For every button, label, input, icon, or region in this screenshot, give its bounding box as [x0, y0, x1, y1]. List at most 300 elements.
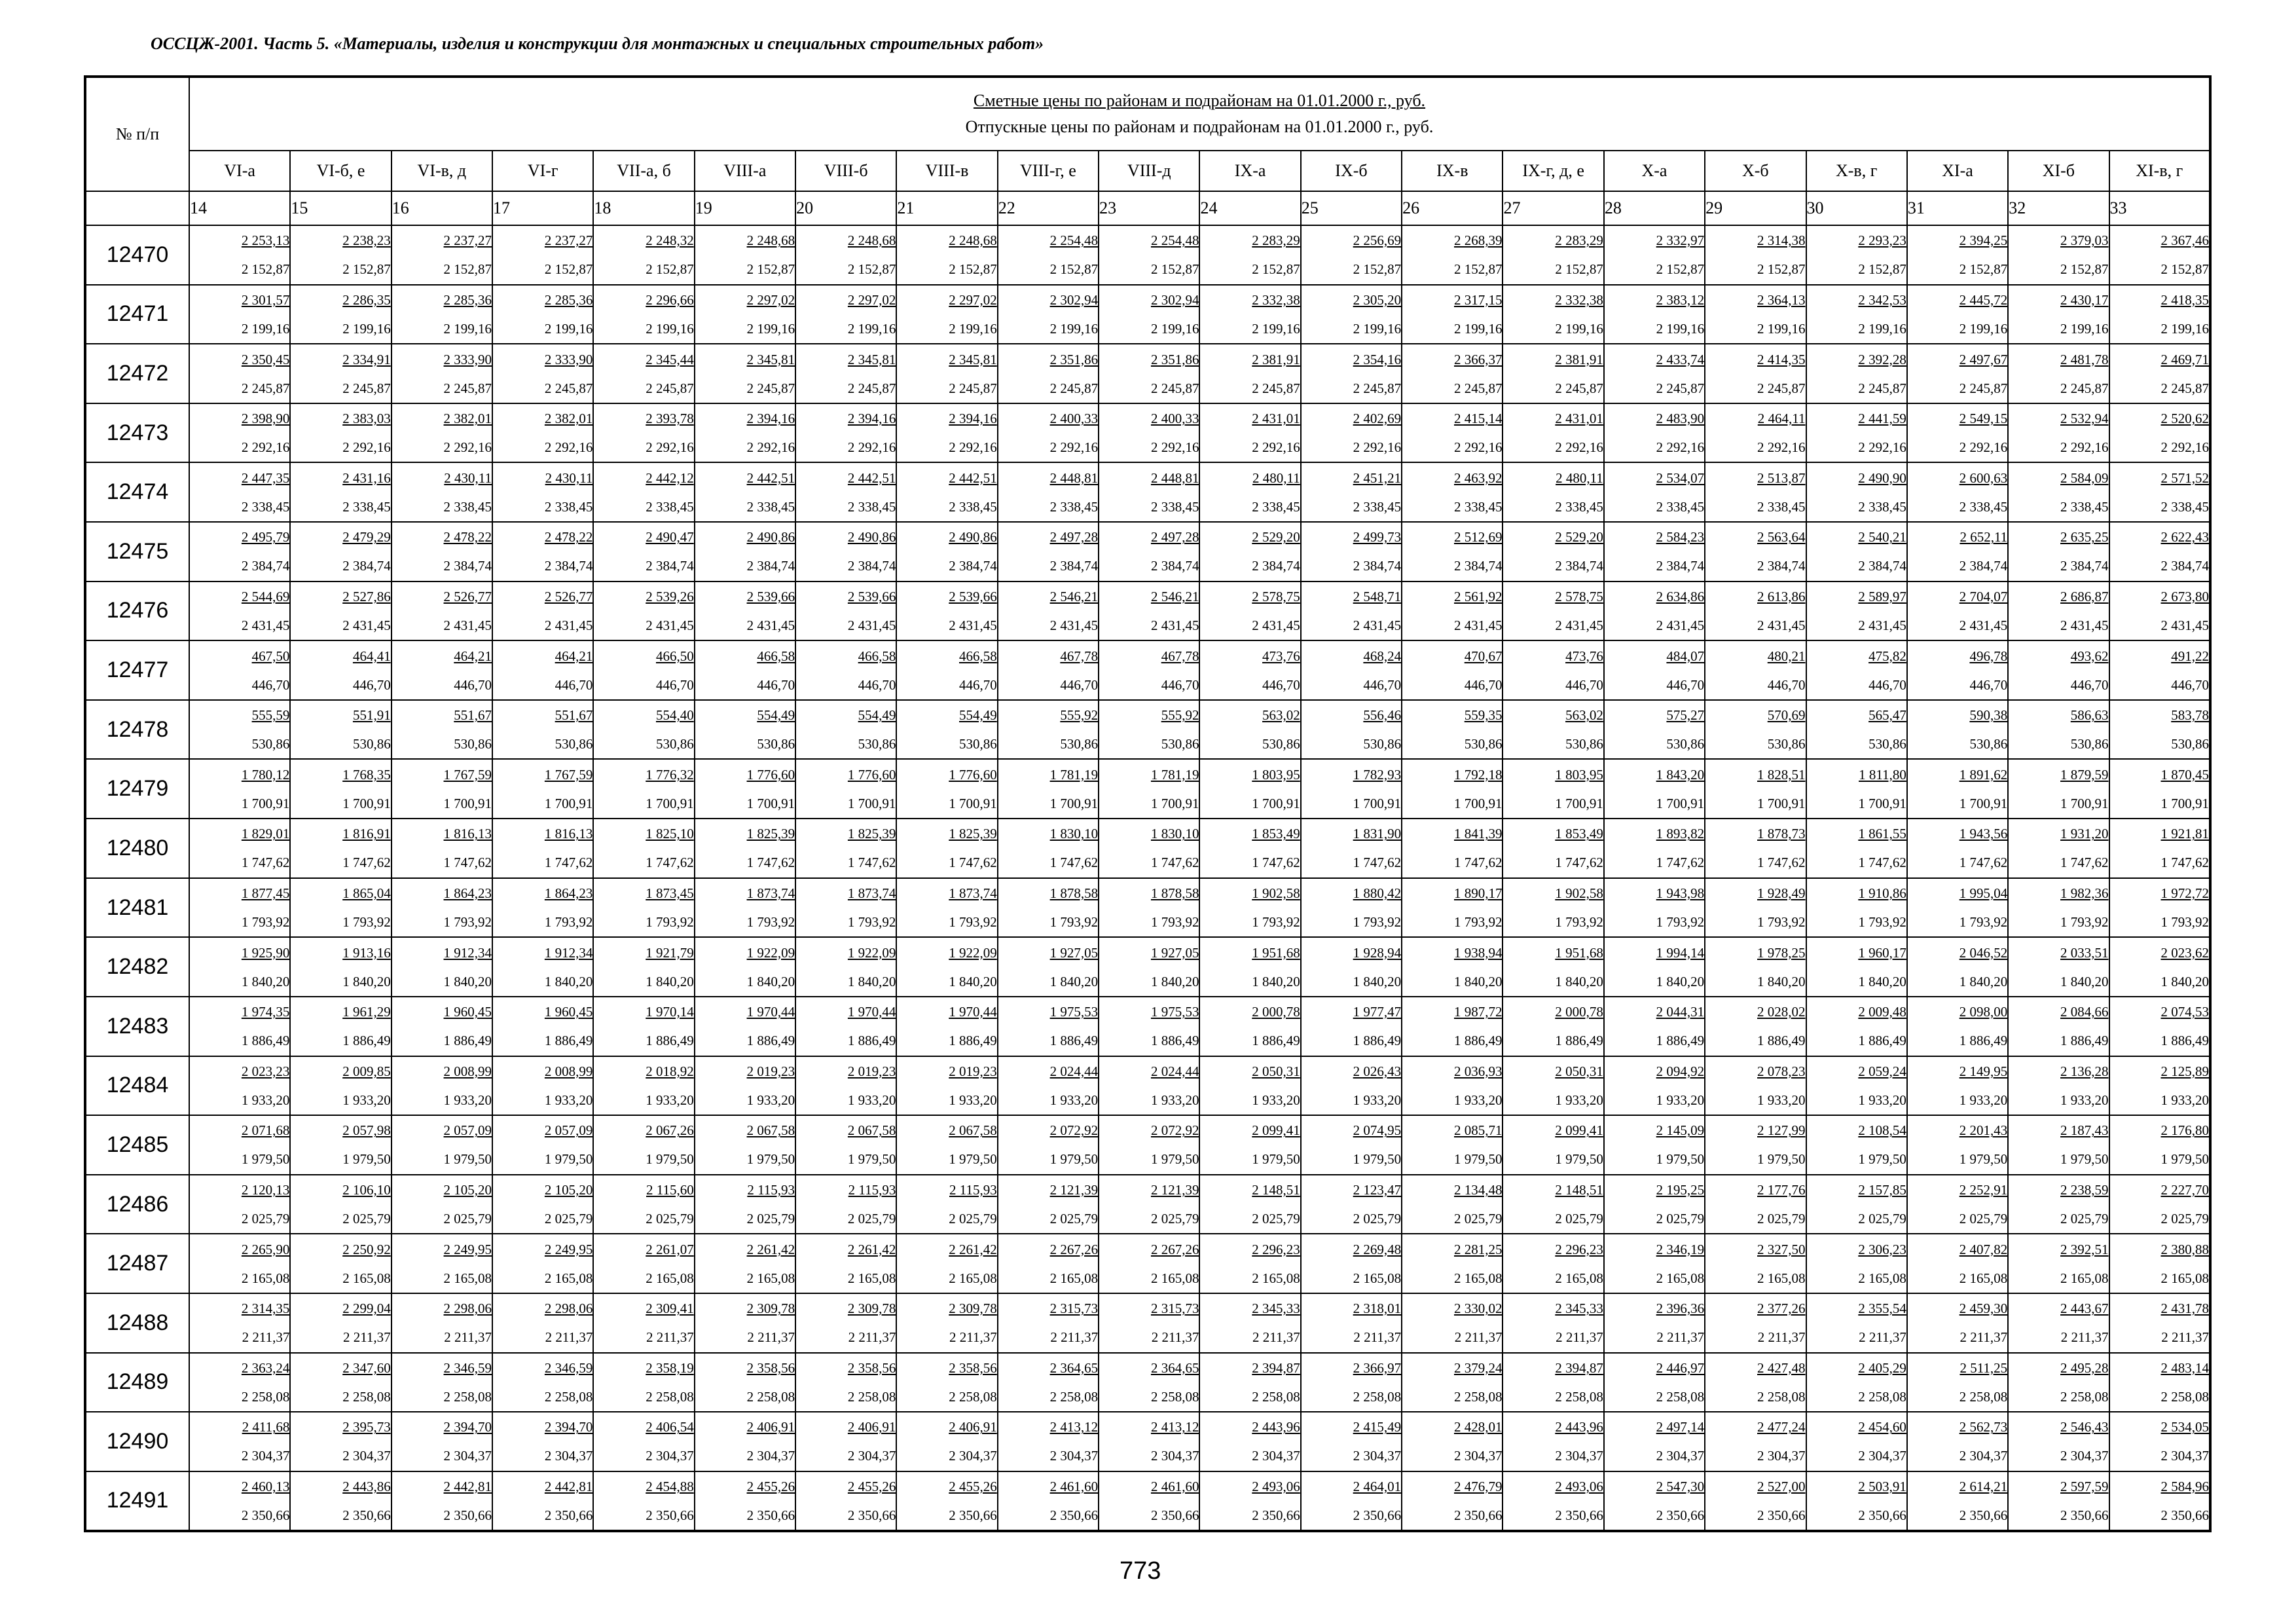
release-price: 1 840,20 — [1353, 973, 1402, 989]
price-cell — [795, 997, 896, 1056]
release-price: 2 211,37 — [1959, 1329, 2008, 1346]
table-row — [85, 344, 2210, 403]
price-cell — [1907, 1412, 2008, 1471]
release-price: 1 793,92 — [241, 914, 290, 930]
estimate-price: 1 927,05 — [1150, 944, 1199, 961]
estimate-price: 563,02 — [1262, 707, 1300, 724]
release-price: 2 350,66 — [342, 1507, 391, 1523]
estimate-price: 1 987,72 — [1453, 1004, 1503, 1020]
district-header: VIII-д — [1099, 151, 1199, 191]
estimate-price: 2 072,92 — [1049, 1122, 1099, 1139]
release-price: 2 258,08 — [241, 1388, 290, 1405]
estimate-price: 2 317,15 — [1453, 291, 1503, 308]
release-price: 2 165,08 — [2060, 1270, 2109, 1286]
estimate-price: 2 584,96 — [2160, 1478, 2209, 1494]
price-cell — [593, 997, 694, 1056]
estimate-price-header: Сметные цены по районам и подрайонам на 01.01.2000 г., руб. — [973, 91, 1426, 110]
release-price: 2 338,45 — [1252, 498, 1300, 515]
price-cell — [1199, 403, 1300, 463]
price-cell — [998, 640, 1099, 700]
price-cell — [492, 997, 593, 1056]
estimate-price: 2 115,93 — [848, 1182, 896, 1198]
release-price: 2 245,87 — [847, 380, 896, 396]
price-cell — [1503, 1056, 1603, 1116]
column-number: 20 — [795, 191, 896, 225]
price-cell — [2109, 997, 2210, 1056]
price-cell — [795, 581, 896, 641]
estimate-price: 1 873,74 — [949, 885, 997, 901]
release-price: 2 431,45 — [2060, 617, 2109, 633]
release-price: 2 211,37 — [2161, 1329, 2209, 1346]
release-price: 1 793,92 — [544, 914, 593, 930]
district-header: VI-б, е — [290, 151, 391, 191]
release-price: 2 350,66 — [746, 1507, 795, 1523]
release-price: 2 304,37 — [1555, 1448, 1603, 1464]
price-cell — [593, 522, 694, 581]
release-price: 2 431,45 — [1049, 617, 1099, 633]
estimate-price: 2 511,25 — [1959, 1359, 2008, 1376]
release-price: 1 886,49 — [646, 1033, 694, 1049]
estimate-price: 2 686,87 — [2060, 588, 2109, 604]
estimate-price: 2 578,75 — [1555, 588, 1603, 604]
estimate-price: 1 922,09 — [746, 944, 795, 961]
price-cell — [189, 1353, 290, 1412]
release-price: 2 199,16 — [1757, 320, 1806, 337]
price-cell — [896, 344, 997, 403]
price-cell — [1907, 759, 2008, 819]
district-header: X-а — [1604, 151, 1705, 191]
price-cell — [2008, 225, 2109, 285]
estimate-price: 2 443,96 — [1252, 1419, 1300, 1435]
price-cell — [1199, 700, 1300, 760]
price-cell — [2109, 522, 2210, 581]
district-header: IX-г, д, е — [1503, 151, 1603, 191]
price-cell — [795, 403, 896, 463]
estimate-price: 2 261,07 — [646, 1241, 694, 1257]
price-cell — [392, 1353, 492, 1412]
estimate-price: 590,38 — [1969, 707, 2008, 724]
release-price: 2 304,37 — [949, 1448, 997, 1464]
price-cell — [1301, 285, 1402, 344]
release-price: 2 338,45 — [1150, 498, 1199, 515]
release-price: 2 152,87 — [1757, 261, 1806, 278]
row-id: 12479 — [85, 759, 189, 819]
price-cell — [1705, 1293, 1806, 1353]
estimate-price: 1 970,44 — [847, 1004, 896, 1020]
price-cell — [290, 1175, 391, 1234]
release-price: 2 431,45 — [241, 617, 290, 633]
price-cell — [2008, 1175, 2109, 1234]
release-price: 2 384,74 — [1555, 558, 1603, 574]
estimate-price: 2 358,56 — [949, 1359, 997, 1376]
release-price: 1 840,20 — [443, 973, 492, 989]
price-cell — [492, 700, 593, 760]
estimate-price: 2 346,59 — [443, 1359, 492, 1376]
release-price: 2 384,74 — [1959, 558, 2008, 574]
estimate-price: 555,92 — [1060, 707, 1099, 724]
price-cell — [1199, 1353, 1300, 1412]
price-cell — [2008, 462, 2109, 522]
release-price: 1 747,62 — [2060, 855, 2109, 871]
release-price: 2 199,16 — [646, 320, 694, 337]
district-header: X-б — [1705, 151, 1806, 191]
price-cell — [795, 522, 896, 581]
estimate-price: 2 098,00 — [1959, 1004, 2008, 1020]
price-cell — [1907, 1175, 2008, 1234]
release-price: 2 431,45 — [342, 617, 391, 633]
column-number-corner — [85, 191, 189, 225]
release-price: 2 025,79 — [2160, 1211, 2209, 1227]
release-price: 2 258,08 — [646, 1388, 694, 1405]
price-cell — [189, 997, 290, 1056]
estimate-price: 583,78 — [2171, 707, 2209, 724]
estimate-price: 2 332,38 — [1555, 291, 1603, 308]
release-price: 2 152,87 — [1959, 261, 2008, 278]
estimate-price: 2 411,68 — [242, 1419, 290, 1435]
price-cell — [2008, 522, 2109, 581]
estimate-price: 2 497,14 — [1656, 1419, 1705, 1435]
price-cell — [593, 285, 694, 344]
price-cell — [392, 225, 492, 285]
document-header: ОССЦЖ-2001. Часть 5. «Материалы, изделия и конструкции для монтажных и специальных строительных работ» — [151, 34, 1044, 53]
price-cell — [1806, 759, 1907, 819]
column-number: 29 — [1705, 191, 1806, 225]
estimate-price: 554,40 — [655, 707, 694, 724]
price-cell — [290, 997, 391, 1056]
release-price: 1 793,92 — [847, 914, 896, 930]
price-cell — [1402, 937, 1503, 997]
release-price: 1 700,91 — [443, 795, 492, 811]
estimate-price: 554,49 — [858, 707, 896, 724]
estimate-price: 2 009,48 — [1858, 1004, 1906, 1020]
price-cell — [2008, 1412, 2109, 1471]
price-cell — [795, 819, 896, 878]
release-price: 2 165,08 — [746, 1270, 795, 1286]
price-cell — [492, 344, 593, 403]
release-price: 1 793,92 — [342, 914, 391, 930]
estimate-price: 467,50 — [251, 648, 290, 664]
price-cell — [998, 1471, 1099, 1531]
release-price: 2 384,74 — [1049, 558, 1099, 574]
release-price: 446,70 — [1868, 676, 1906, 693]
price-cell — [896, 225, 997, 285]
column-number: 30 — [1806, 191, 1907, 225]
release-price: 2 199,16 — [544, 320, 593, 337]
release-price: 2 152,87 — [544, 261, 593, 278]
estimate-price: 2 298,06 — [443, 1301, 492, 1317]
release-price: 1 700,91 — [1656, 795, 1705, 811]
estimate-price: 2 394,25 — [1959, 232, 2008, 249]
price-cell — [2109, 640, 2210, 700]
estimate-price: 2 115,93 — [949, 1182, 997, 1198]
release-price: 446,70 — [1363, 676, 1402, 693]
row-id: 12490 — [85, 1412, 189, 1471]
release-price: 530,86 — [352, 736, 391, 752]
price-cell — [1806, 640, 1907, 700]
estimate-price: 2 248,68 — [949, 232, 997, 249]
price-cell — [998, 344, 1099, 403]
estimate-price: 2 332,38 — [1252, 291, 1300, 308]
estimate-price: 2 296,23 — [1252, 1241, 1300, 1257]
release-price: 2 165,08 — [241, 1270, 290, 1286]
district-header: VIII-г, е — [998, 151, 1099, 191]
estimate-price: 2 253,13 — [241, 232, 290, 249]
release-price: 2 211,37 — [848, 1329, 896, 1346]
release-price: 2 025,79 — [1858, 1211, 1906, 1227]
release-price: 1 747,62 — [544, 855, 593, 871]
release-price: 2 384,74 — [2160, 558, 2209, 574]
estimate-price: 2 067,58 — [949, 1122, 997, 1139]
price-cell — [189, 581, 290, 641]
estimate-price: 2 478,22 — [544, 529, 593, 545]
release-price: 2 199,16 — [1453, 320, 1503, 337]
estimate-price: 2 431,16 — [342, 470, 391, 486]
estimate-price: 2 261,42 — [746, 1241, 795, 1257]
price-cell — [1402, 344, 1503, 403]
release-price: 1 793,92 — [949, 914, 997, 930]
release-price: 1 747,62 — [1555, 855, 1603, 871]
estimate-price: 2 442,51 — [949, 470, 997, 486]
release-price: 2 152,87 — [949, 261, 997, 278]
release-price: 2 245,87 — [1252, 380, 1300, 396]
release-price: 2 165,08 — [1858, 1270, 1906, 1286]
release-price: 2 431,45 — [1858, 617, 1906, 633]
release-price: 2 350,66 — [1252, 1507, 1300, 1523]
price-cell — [695, 522, 795, 581]
price-cell — [1604, 759, 1705, 819]
row-id: 12482 — [85, 937, 189, 997]
estimate-price: 1 803,95 — [1252, 766, 1300, 783]
release-price: 1 700,91 — [1252, 795, 1300, 811]
estimate-price: 2 297,02 — [847, 291, 896, 308]
estimate-price: 2 250,92 — [342, 1241, 391, 1257]
price-cell — [1402, 1175, 1503, 1234]
release-price: 2 292,16 — [1150, 439, 1199, 456]
district-header: VIII-а — [695, 151, 795, 191]
price-cell — [896, 1471, 997, 1531]
price-cell — [695, 225, 795, 285]
estimate-price: 1 978,25 — [1757, 944, 1806, 961]
estimate-price: 2 451,21 — [1353, 470, 1402, 486]
price-cell — [998, 700, 1099, 760]
release-price: 2 258,08 — [342, 1388, 391, 1405]
release-price: 1 979,50 — [1656, 1151, 1705, 1168]
estimate-price: 2 346,59 — [544, 1359, 593, 1376]
price-cell — [1604, 403, 1705, 463]
price-cell — [1099, 462, 1199, 522]
release-price: 2 304,37 — [1656, 1448, 1705, 1464]
price-cell — [1705, 225, 1806, 285]
release-price: 2 431,45 — [1252, 617, 1300, 633]
estimate-price: 2 363,24 — [241, 1359, 290, 1376]
price-cell — [1604, 581, 1705, 641]
price-cell — [1199, 878, 1300, 938]
price-cell — [1301, 1056, 1402, 1116]
price-cell — [492, 1175, 593, 1234]
estimate-price: 2 571,52 — [2160, 470, 2209, 486]
price-cell — [695, 759, 795, 819]
release-price: 1 886,49 — [1353, 1033, 1402, 1049]
estimate-price: 1 938,94 — [1453, 944, 1503, 961]
release-price: 2 292,16 — [949, 439, 997, 456]
estimate-price: 2 613,86 — [1757, 588, 1806, 604]
price-cell — [1907, 462, 2008, 522]
price-cell — [896, 878, 997, 938]
estimate-price: 2 430,11 — [545, 470, 593, 486]
price-cell — [2109, 1293, 2210, 1353]
estimate-price: 2 127,99 — [1757, 1122, 1806, 1139]
price-cell — [189, 225, 290, 285]
estimate-price: 2 534,05 — [2160, 1419, 2209, 1435]
price-cell — [2008, 1293, 2109, 1353]
estimate-price: 2 497,28 — [1049, 529, 1099, 545]
estimate-price: 2 532,94 — [2060, 411, 2109, 427]
price-cell — [1099, 937, 1199, 997]
estimate-price: 1 878,58 — [1049, 885, 1099, 901]
estimate-price: 2 483,90 — [1656, 411, 1705, 427]
estimate-price: 2 527,86 — [342, 588, 391, 604]
release-price: 2 245,87 — [342, 380, 391, 396]
price-cell — [1806, 462, 1907, 522]
estimate-price: 2 285,36 — [544, 291, 593, 308]
price-cell — [795, 285, 896, 344]
row-id: 12477 — [85, 640, 189, 700]
price-cell — [1402, 225, 1503, 285]
super-header-row — [85, 77, 2210, 151]
price-cell — [1705, 1115, 1806, 1175]
price-cell — [2008, 640, 2109, 700]
price-cell — [1806, 344, 1907, 403]
estimate-price: 2 108,54 — [1858, 1122, 1906, 1139]
estimate-price: 1 776,60 — [746, 766, 795, 783]
price-cell — [896, 581, 997, 641]
release-price: 2 211,37 — [1050, 1329, 1099, 1346]
price-cell — [1907, 937, 2008, 997]
estimate-price: 466,58 — [959, 648, 997, 664]
release-price: 2 350,66 — [544, 1507, 593, 1523]
price-cell — [1301, 344, 1402, 403]
estimate-price: 2 490,47 — [646, 529, 694, 545]
release-price: 1 979,50 — [241, 1151, 290, 1168]
price-cell — [896, 640, 997, 700]
release-price: 1 933,20 — [646, 1092, 694, 1108]
price-cell — [2109, 1175, 2210, 1234]
price-cell — [1806, 1293, 1907, 1353]
release-price: 530,86 — [1363, 736, 1402, 752]
estimate-price: 1 893,82 — [1656, 826, 1705, 842]
price-cell — [1301, 1353, 1402, 1412]
price-cell — [1907, 997, 2008, 1056]
district-header: VI-г — [492, 151, 593, 191]
estimate-price: 2 261,42 — [847, 1241, 896, 1257]
price-cell — [1099, 1056, 1199, 1116]
estimate-price: 2 539,66 — [949, 588, 997, 604]
estimate-price: 2 121,39 — [1049, 1182, 1099, 1198]
price-cell — [2008, 700, 2109, 760]
release-price: 2 211,37 — [747, 1329, 795, 1346]
price-cell — [1907, 522, 2008, 581]
release-price: 2 245,87 — [646, 380, 694, 396]
price-cell — [2008, 1471, 2109, 1531]
estimate-price: 2 134,48 — [1453, 1182, 1503, 1198]
price-cell — [1604, 1353, 1705, 1412]
estimate-price: 491,22 — [2171, 648, 2209, 664]
release-price: 2 211,37 — [242, 1329, 290, 1346]
release-price: 1 886,49 — [1453, 1033, 1503, 1049]
price-cell — [896, 997, 997, 1056]
price-cell — [189, 285, 290, 344]
price-cell — [1705, 1471, 1806, 1531]
estimate-price: 2 546,21 — [1150, 588, 1199, 604]
price-cell — [392, 937, 492, 997]
estimate-price: 2 333,90 — [544, 351, 593, 367]
release-price: 446,70 — [959, 676, 997, 693]
estimate-price: 1 902,58 — [1252, 885, 1300, 901]
price-cell — [1301, 997, 1402, 1056]
estimate-price: 2 099,41 — [1555, 1122, 1603, 1139]
price-cell — [896, 937, 997, 997]
estimate-price: 466,58 — [858, 648, 896, 664]
release-price: 2 338,45 — [949, 498, 997, 515]
release-price: 1 700,91 — [544, 795, 593, 811]
release-price: 2 258,08 — [2160, 1388, 2209, 1405]
estimate-price: 2 673,80 — [2160, 588, 2209, 604]
price-cell — [1604, 819, 1705, 878]
price-cell — [593, 819, 694, 878]
estimate-price: 1 865,04 — [342, 885, 391, 901]
release-price: 446,70 — [2171, 676, 2209, 693]
price-cell — [1503, 997, 1603, 1056]
price-cell — [1301, 1234, 1402, 1293]
estimate-price: 2 447,35 — [241, 470, 290, 486]
estimate-price: 2 008,99 — [544, 1063, 593, 1079]
release-price: 446,70 — [1262, 676, 1300, 693]
estimate-price: 1 970,44 — [746, 1004, 795, 1020]
district-header: X-в, г — [1806, 151, 1907, 191]
release-price: 530,86 — [1969, 736, 2008, 752]
estimate-price: 2 145,09 — [1656, 1122, 1705, 1139]
price-cell — [2109, 819, 2210, 878]
release-price: 1 793,92 — [1757, 914, 1806, 930]
release-price: 1 840,20 — [1959, 973, 2008, 989]
price-cell — [189, 1175, 290, 1234]
release-price: 2 292,16 — [443, 439, 492, 456]
release-price: 2 245,87 — [241, 380, 290, 396]
release-price: 446,70 — [1464, 676, 1503, 693]
table-row — [85, 285, 2210, 344]
estimate-price: 554,49 — [757, 707, 795, 724]
estimate-price: 2 512,69 — [1453, 529, 1503, 545]
release-price: 1 793,92 — [443, 914, 492, 930]
estimate-price: 1 922,09 — [847, 944, 896, 961]
release-price: 2 025,79 — [1150, 1211, 1199, 1227]
price-cell — [1907, 1293, 2008, 1353]
release-price: 1 793,92 — [1555, 914, 1603, 930]
price-cell — [290, 1056, 391, 1116]
estimate-price: 2 297,02 — [746, 291, 795, 308]
row-id: 12488 — [85, 1293, 189, 1353]
release-price: 2 304,37 — [1150, 1448, 1199, 1464]
release-price: 2 025,79 — [1656, 1211, 1705, 1227]
release-price: 1 979,50 — [2060, 1151, 2109, 1168]
district-header: XI-а — [1907, 151, 2008, 191]
release-price: 1 840,20 — [1252, 973, 1300, 989]
price-cell — [998, 285, 1099, 344]
estimate-price: 2 597,59 — [2060, 1478, 2109, 1494]
price-cell — [290, 1471, 391, 1531]
price-cell — [896, 1353, 997, 1412]
estimate-price: 2 099,41 — [1252, 1122, 1300, 1139]
